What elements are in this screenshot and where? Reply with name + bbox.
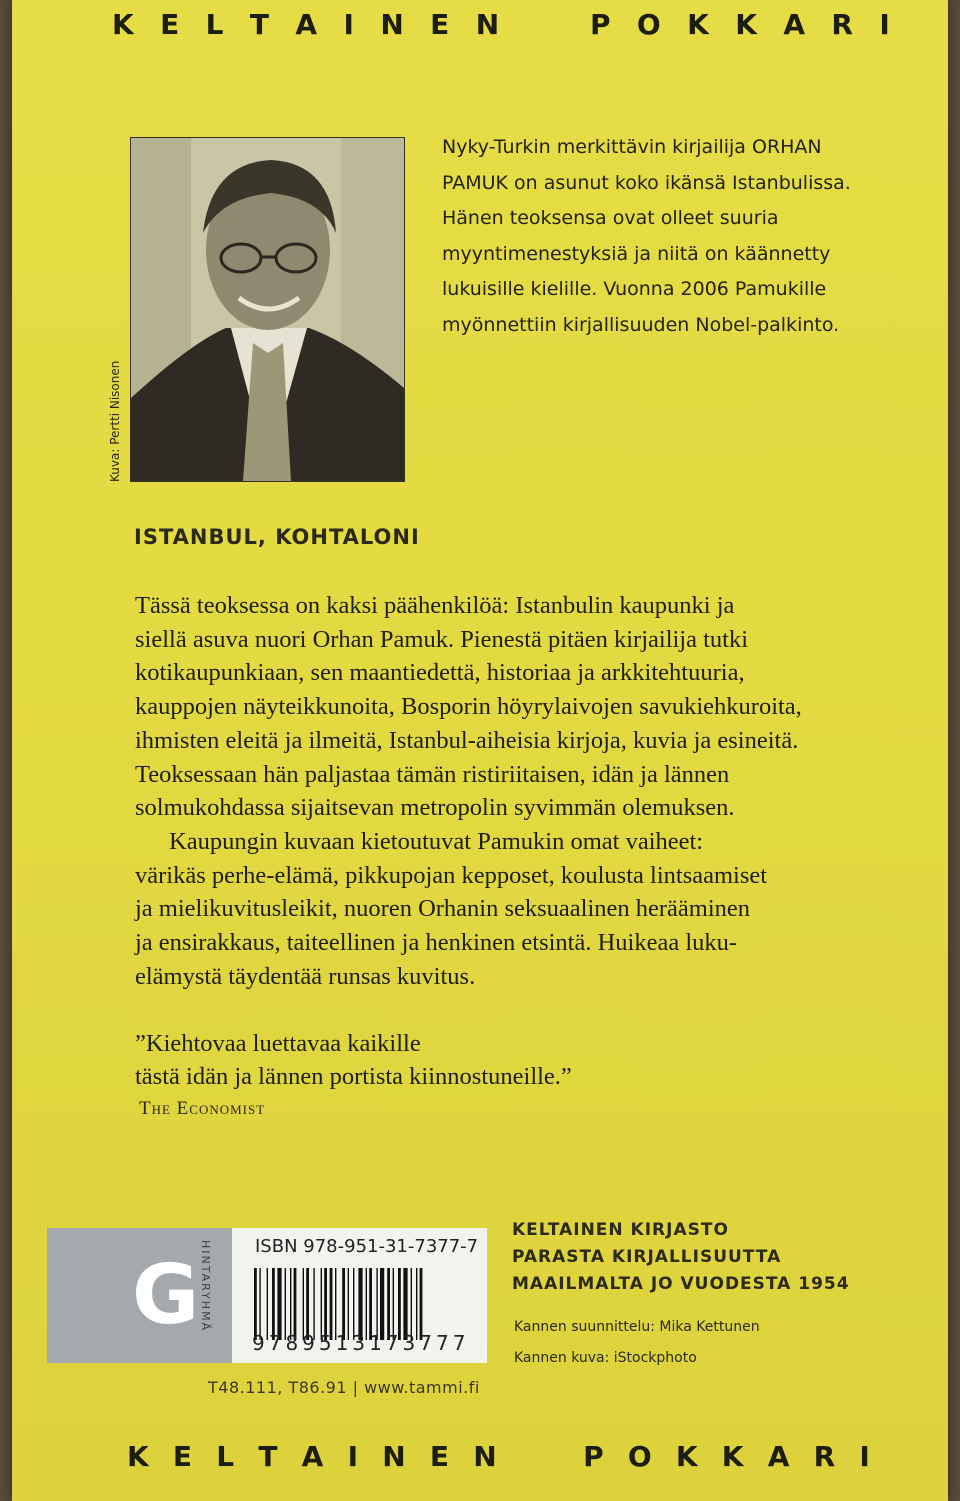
barcode-panel xyxy=(47,1228,487,1363)
book-description xyxy=(135,589,915,993)
series-letter: E xyxy=(429,1440,451,1473)
review-quote xyxy=(135,1027,572,1093)
price-group-label: HINTARYHMÄ xyxy=(199,1240,212,1333)
description-line: Tässä teoksessa on kaksi päähenkilöä: Istanbulin kaupunki ja xyxy=(135,592,735,619)
series-letter: N xyxy=(380,8,406,41)
publisher-line: PARASTA KIRJALLISUUTTA xyxy=(512,1247,782,1267)
barcode-icon xyxy=(252,1268,477,1340)
bio-line: Hänen teoksensa ovat olleet suuria xyxy=(442,207,779,229)
bio-line: PAMUK on asunut koko ikänsä Istanbulissa. xyxy=(442,171,851,194)
price-group-letter: G xyxy=(132,1248,200,1343)
description-line: ja ensirakkaus, taiteellinen ja henkinen etsintä. Huikeaa luku- xyxy=(135,929,738,957)
series-letter: E xyxy=(160,8,182,41)
author-photo xyxy=(130,137,405,482)
book-title: ISTANBUL, KOHTALONI xyxy=(134,525,420,549)
publisher-line: MAAILMALTA JO VUODESTA 1954 xyxy=(512,1274,850,1294)
quote-line: tästä idän ja lännen portista kiinnostuneille.” xyxy=(135,1063,572,1090)
series-letter: N xyxy=(473,1440,499,1473)
publisher-line: KELTAINEN KIRJASTO xyxy=(512,1220,729,1240)
series-letter: R xyxy=(831,8,855,41)
author-portrait-image xyxy=(131,138,404,481)
series-letter: E xyxy=(172,1440,195,1473)
series-letter: K xyxy=(112,8,136,41)
quote-source: The Economist xyxy=(139,1098,266,1119)
publisher-tagline xyxy=(512,1217,850,1298)
classification-and-url: T48.111, T86.91 | www.tammi.fi xyxy=(208,1378,480,1397)
series-letter: P xyxy=(589,8,613,41)
series-letter: A xyxy=(767,1440,792,1473)
series-letter: K xyxy=(735,8,759,41)
series-letter: T xyxy=(258,1440,280,1473)
series-letter: L xyxy=(216,1440,237,1473)
series-title-top xyxy=(112,8,892,41)
barcode-number: 9789513173777 xyxy=(252,1331,470,1355)
series-letter: I xyxy=(347,1440,360,1473)
quote-line: ”Kiehtovaa luettavaa kaikille xyxy=(135,1030,421,1057)
series-letter: K xyxy=(721,1440,746,1473)
series-letter: I xyxy=(879,8,892,41)
isbn-text: ISBN 978-951-31-7377-7 xyxy=(255,1236,479,1257)
bio-line: Nyky-Turkin merkittävin kirjailija ORHAN xyxy=(442,136,822,158)
price-group-block xyxy=(47,1228,232,1363)
series-letter: A xyxy=(295,8,320,41)
series-letter: K xyxy=(687,8,711,41)
series-letter: E xyxy=(430,8,452,41)
series-letter: K xyxy=(127,1440,151,1473)
cover-design-credit: Kannen suunnittelu: Mika Kettunen xyxy=(514,1319,760,1335)
series-letter: L xyxy=(205,8,226,41)
description-line: Teoksessaan hän paljastaa tämän ristiriitaisen, idän ja lännen xyxy=(135,760,730,788)
cover-image-credit: Kannen kuva: iStockphoto xyxy=(514,1350,697,1366)
bio-line: myyntimenestyksiä ja niitä on käännetty xyxy=(442,242,831,265)
description-line: elämystä täydentää runsas kuvitus. xyxy=(135,962,476,990)
series-letter: O xyxy=(627,1440,654,1473)
description-line: kauppojen näyteikkunoita, Bosporin höyrylaivojen savukiehkuroita, xyxy=(135,693,802,721)
series-gap xyxy=(521,1440,561,1473)
series-letter: O xyxy=(636,8,663,41)
series-letter: N xyxy=(475,8,502,41)
series-letter: A xyxy=(301,1440,326,1473)
description-line: ja mielikuvitusleikit, nuoren Orhanin seksuaalinen herääminen xyxy=(135,895,751,923)
book-back-cover xyxy=(12,0,948,1501)
description-line: Kaupungin kuvaan kietoutuvat Pamukin omat vaiheet: xyxy=(169,827,704,855)
series-letter: K xyxy=(675,1440,700,1473)
description-line: kotikaupunkiaan, sen maantiedettä, historiaa ja arkkitehtuuria, xyxy=(135,659,745,687)
series-gap xyxy=(526,8,566,41)
series-letter: P xyxy=(583,1440,606,1473)
description-line: solmukohdassa sijaitsevan metropolin syvimmän olemuksen. xyxy=(135,794,735,822)
series-title-bottom xyxy=(127,1440,872,1473)
cover-credits xyxy=(514,1312,760,1374)
series-letter: N xyxy=(382,1440,408,1473)
description-line: ihmisten eleitä ja ilmeitä, Istanbul-aiheisia kirjoja, kuvia ja esineitä. xyxy=(135,726,799,754)
series-letter: R xyxy=(813,1440,838,1473)
series-letter: A xyxy=(783,8,808,41)
bio-line: myönnettiin kirjallisuuden Nobel-palkinto. xyxy=(442,313,840,336)
description-line: värikäs perhe-elämä, pikkupojan kepposet, koulusta lintsaamiset xyxy=(135,861,768,889)
description-line: siellä asuva nuori Orhan Pamuk. Pienestä pitäen kirjailija tutki xyxy=(135,625,749,653)
series-letter: T xyxy=(249,8,272,41)
photo-credit: Kuva: Pertti Nisonen xyxy=(108,360,122,482)
series-letter: I xyxy=(343,8,356,41)
author-bio xyxy=(442,130,882,343)
bio-line: lukuisille kielille. Vuonna 2006 Pamukille xyxy=(442,278,827,300)
series-letter: I xyxy=(859,1440,872,1473)
